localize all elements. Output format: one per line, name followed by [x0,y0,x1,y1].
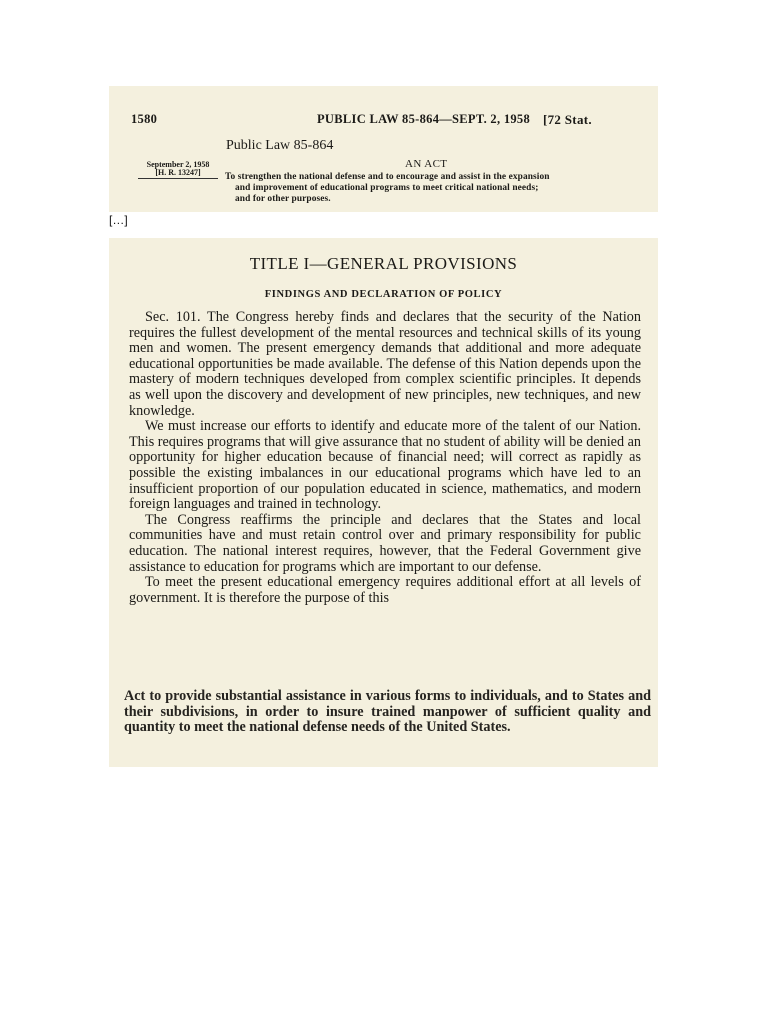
body-paragraph: Sec. 101. The Congress hereby finds and declares that the security of the Nation requires the fullest development of the mental resources and technical skills of its young men and women. The present emergency demands that additional and more adequate educational opportunities be made available. The defense of this Nation depends upon the mastery of modern techniques developed from complex scientific principles. It depends as well upon the discovery and development of new principles, new techniques, and new knowledge. [129,309,641,419]
title-heading: TITLE I—GENERAL PROVISIONS [249,254,518,273]
omission-marker: […] [109,213,128,227]
scan-excerpt-header [109,86,658,212]
purpose-line: and for other purposes. [235,194,331,204]
enactment-date-block [134,161,222,179]
page-number: 1580 [131,112,158,126]
body-paragraph: To meet the present educational emergency requires additional effort at all levels of government. It is therefore the purpose of this [129,574,641,606]
scan-excerpt-title-one [109,238,658,767]
body-paragraph: We must increase our efforts to identify and educate more of the talent of our Nation. This requires programs that will give assurance that no student of ability will be denied an opportunity for higher education because of financial need; will correct as rapidly as possible the existing imbalances in our educational programs which have led to an insufficient proportion of our population educated in science, mathematics, and modern foreign languages and trained in technology. [129,418,641,513]
date-underline [138,178,218,179]
purpose-line: To strengthen the national defense and to encourage and assist in the expansion [225,172,550,182]
closing-paragraph: Act to provide substantial assistance in various forms to individuals, and to States and their subdivisions, in order to insure trained manpower of sufficient quality and quantity to meet the national defense needs of the United States. [124,688,651,736]
running-head: PUBLIC LAW 85-864—SEPT. 2, 1958 [317,112,531,126]
law-name: Public Law 85-864 [226,138,334,153]
act-purpose [225,172,641,205]
act-heading: AN ACT [405,158,448,170]
purpose-line: and improvement of educational programs to meet critical national needs; [235,183,539,193]
body-paragraph: The Congress reaffirms the principle and declares that the States and local communities have and must retain control over and primary responsibility for public education. The national interest requires, however, that the Federal Government give assistance to education for programs which are important to our defense. [129,511,641,575]
enactment-date: September 2, 1958 [146,160,210,169]
section-subheading: FINDINGS AND DECLARATION OF POLICY [264,289,503,300]
bill-number: [H. R. 13247] [155,168,201,177]
volume-reference: [72 Stat. [543,112,592,127]
section-body [129,310,641,606]
